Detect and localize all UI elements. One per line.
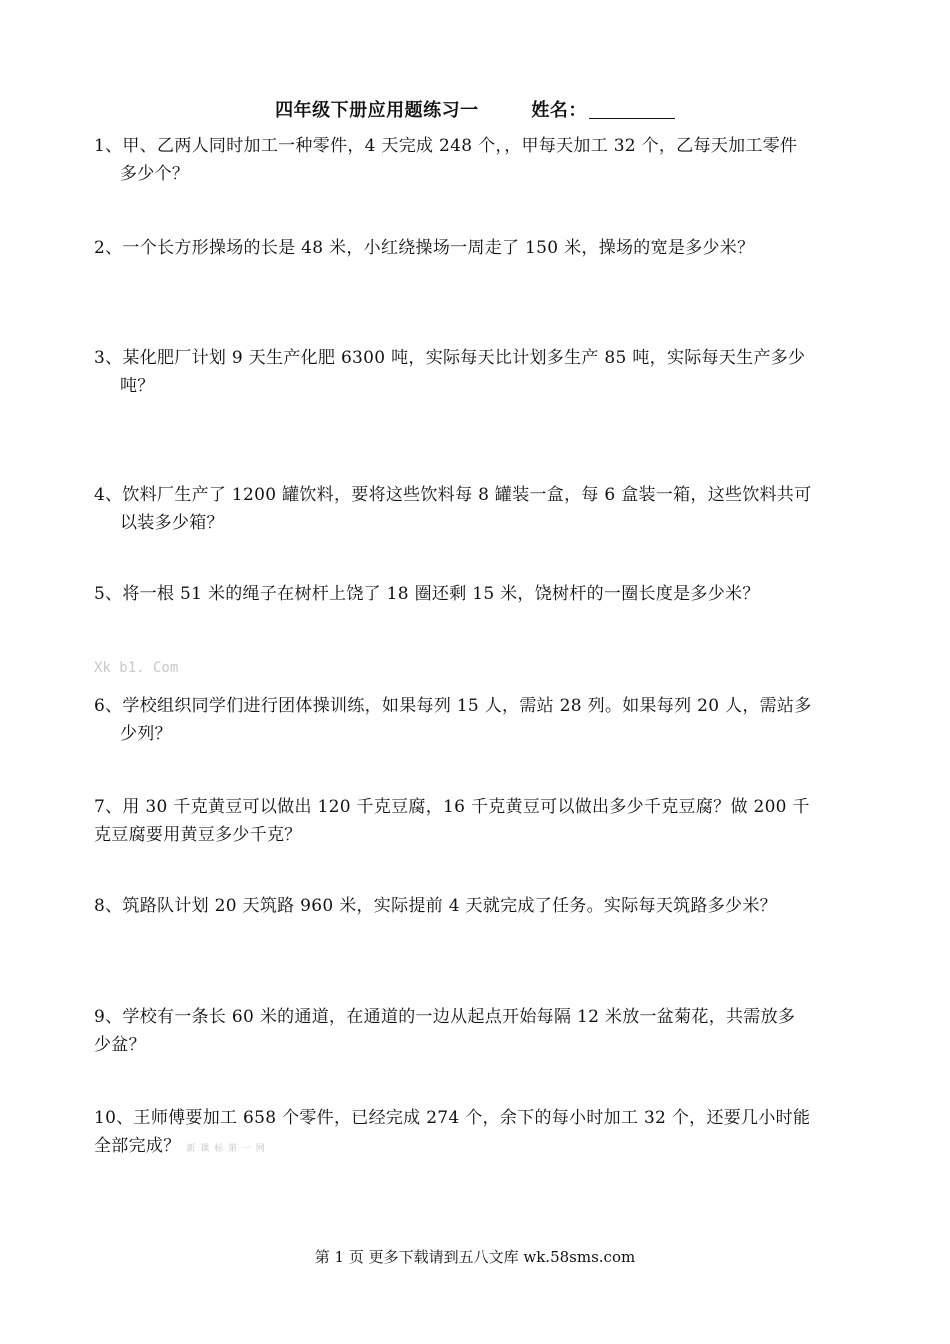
question-9: [94, 1003, 864, 1059]
question-3: [94, 344, 864, 400]
question-text: 5、将一根 51 米的绳子在树杆上饶了 18 圈还剩 15 米，饶树杆的一圈长度是多少米？: [94, 584, 760, 604]
page-footer: 第 1 页 更多下载请到五八文库 wk.58sms.com: [314, 1248, 636, 1266]
question-text: 4、饮料厂生产了 1200 罐饮料，要将这些饮料每 8 罐装一盒，每 6 盒装一箱，这些饮料共可: [94, 485, 812, 505]
question-text-continued: 吨？: [120, 376, 155, 396]
question-text-continued-row: [94, 1132, 864, 1163]
question-text-continued: 少列？: [120, 724, 172, 744]
question-5: [94, 580, 864, 608]
question-text: 8、筑路队计划 20 天筑路 960 米，实际提前 4 天就完成了任务。实际每天筑路多少米？: [94, 896, 777, 916]
name-label: 姓名：: [531, 100, 587, 121]
question-text: 3、某化肥厂计划 9 天生产化肥 6300 吨，实际每天比计划多生产 85 吨，实际每天生产多少: [94, 348, 806, 368]
question-text-continued: 以装多少箱？: [120, 513, 224, 533]
page-header: [0, 96, 950, 122]
question-4: [94, 481, 864, 537]
question-text-continued: 少盆？: [94, 1035, 146, 1055]
question-text: 10、王师傅要加工 658 个零件，已经完成 274 个，余下的每小时加工 32 个，还要几小时能: [94, 1108, 811, 1128]
question-text: 6、学校组织同学们进行团体操训练，如果每列 15 人，需站 28 列。如果每列 20 人，需站多: [94, 696, 812, 716]
question-text: 7、用 30 千克黄豆可以做出 120 千克豆腐，16 千克黄豆可以做出多少千克豆腐？做 200 千: [94, 797, 810, 817]
site-watermark: Xk b1. Com: [94, 660, 179, 676]
name-blank-line: [589, 100, 675, 119]
question-text-continued: 克豆腐要用黄豆多少千克？: [94, 825, 302, 845]
question-text-continued: 全部完成？: [94, 1136, 181, 1156]
question-text: 2、一个长方形操场的长是 48 米，小红绕操场一周走了 150 米，操场的宽是多少米？: [94, 238, 755, 258]
question-text-continued: 多少个？: [120, 164, 190, 184]
question-2: [94, 234, 864, 262]
worksheet-title: 四年级下册应用题练习一: [275, 100, 479, 121]
question-text: 1、甲、乙两人同时加工一种零件，4 天完成 248 个，，甲每天加工 32 个，乙每天加工零件: [94, 136, 798, 156]
question-text: 9、学校有一条长 60 米的通道，在通道的一边从起点开始每隔 12 米放一盆菊花，共需放多: [94, 1007, 796, 1027]
question-1: [94, 132, 864, 188]
question-6: [94, 692, 864, 748]
tiny-watermark: 新 课 标 第 一 网: [186, 1144, 266, 1154]
question-10: [94, 1104, 864, 1163]
question-7: [94, 793, 864, 849]
question-8: [94, 892, 864, 920]
